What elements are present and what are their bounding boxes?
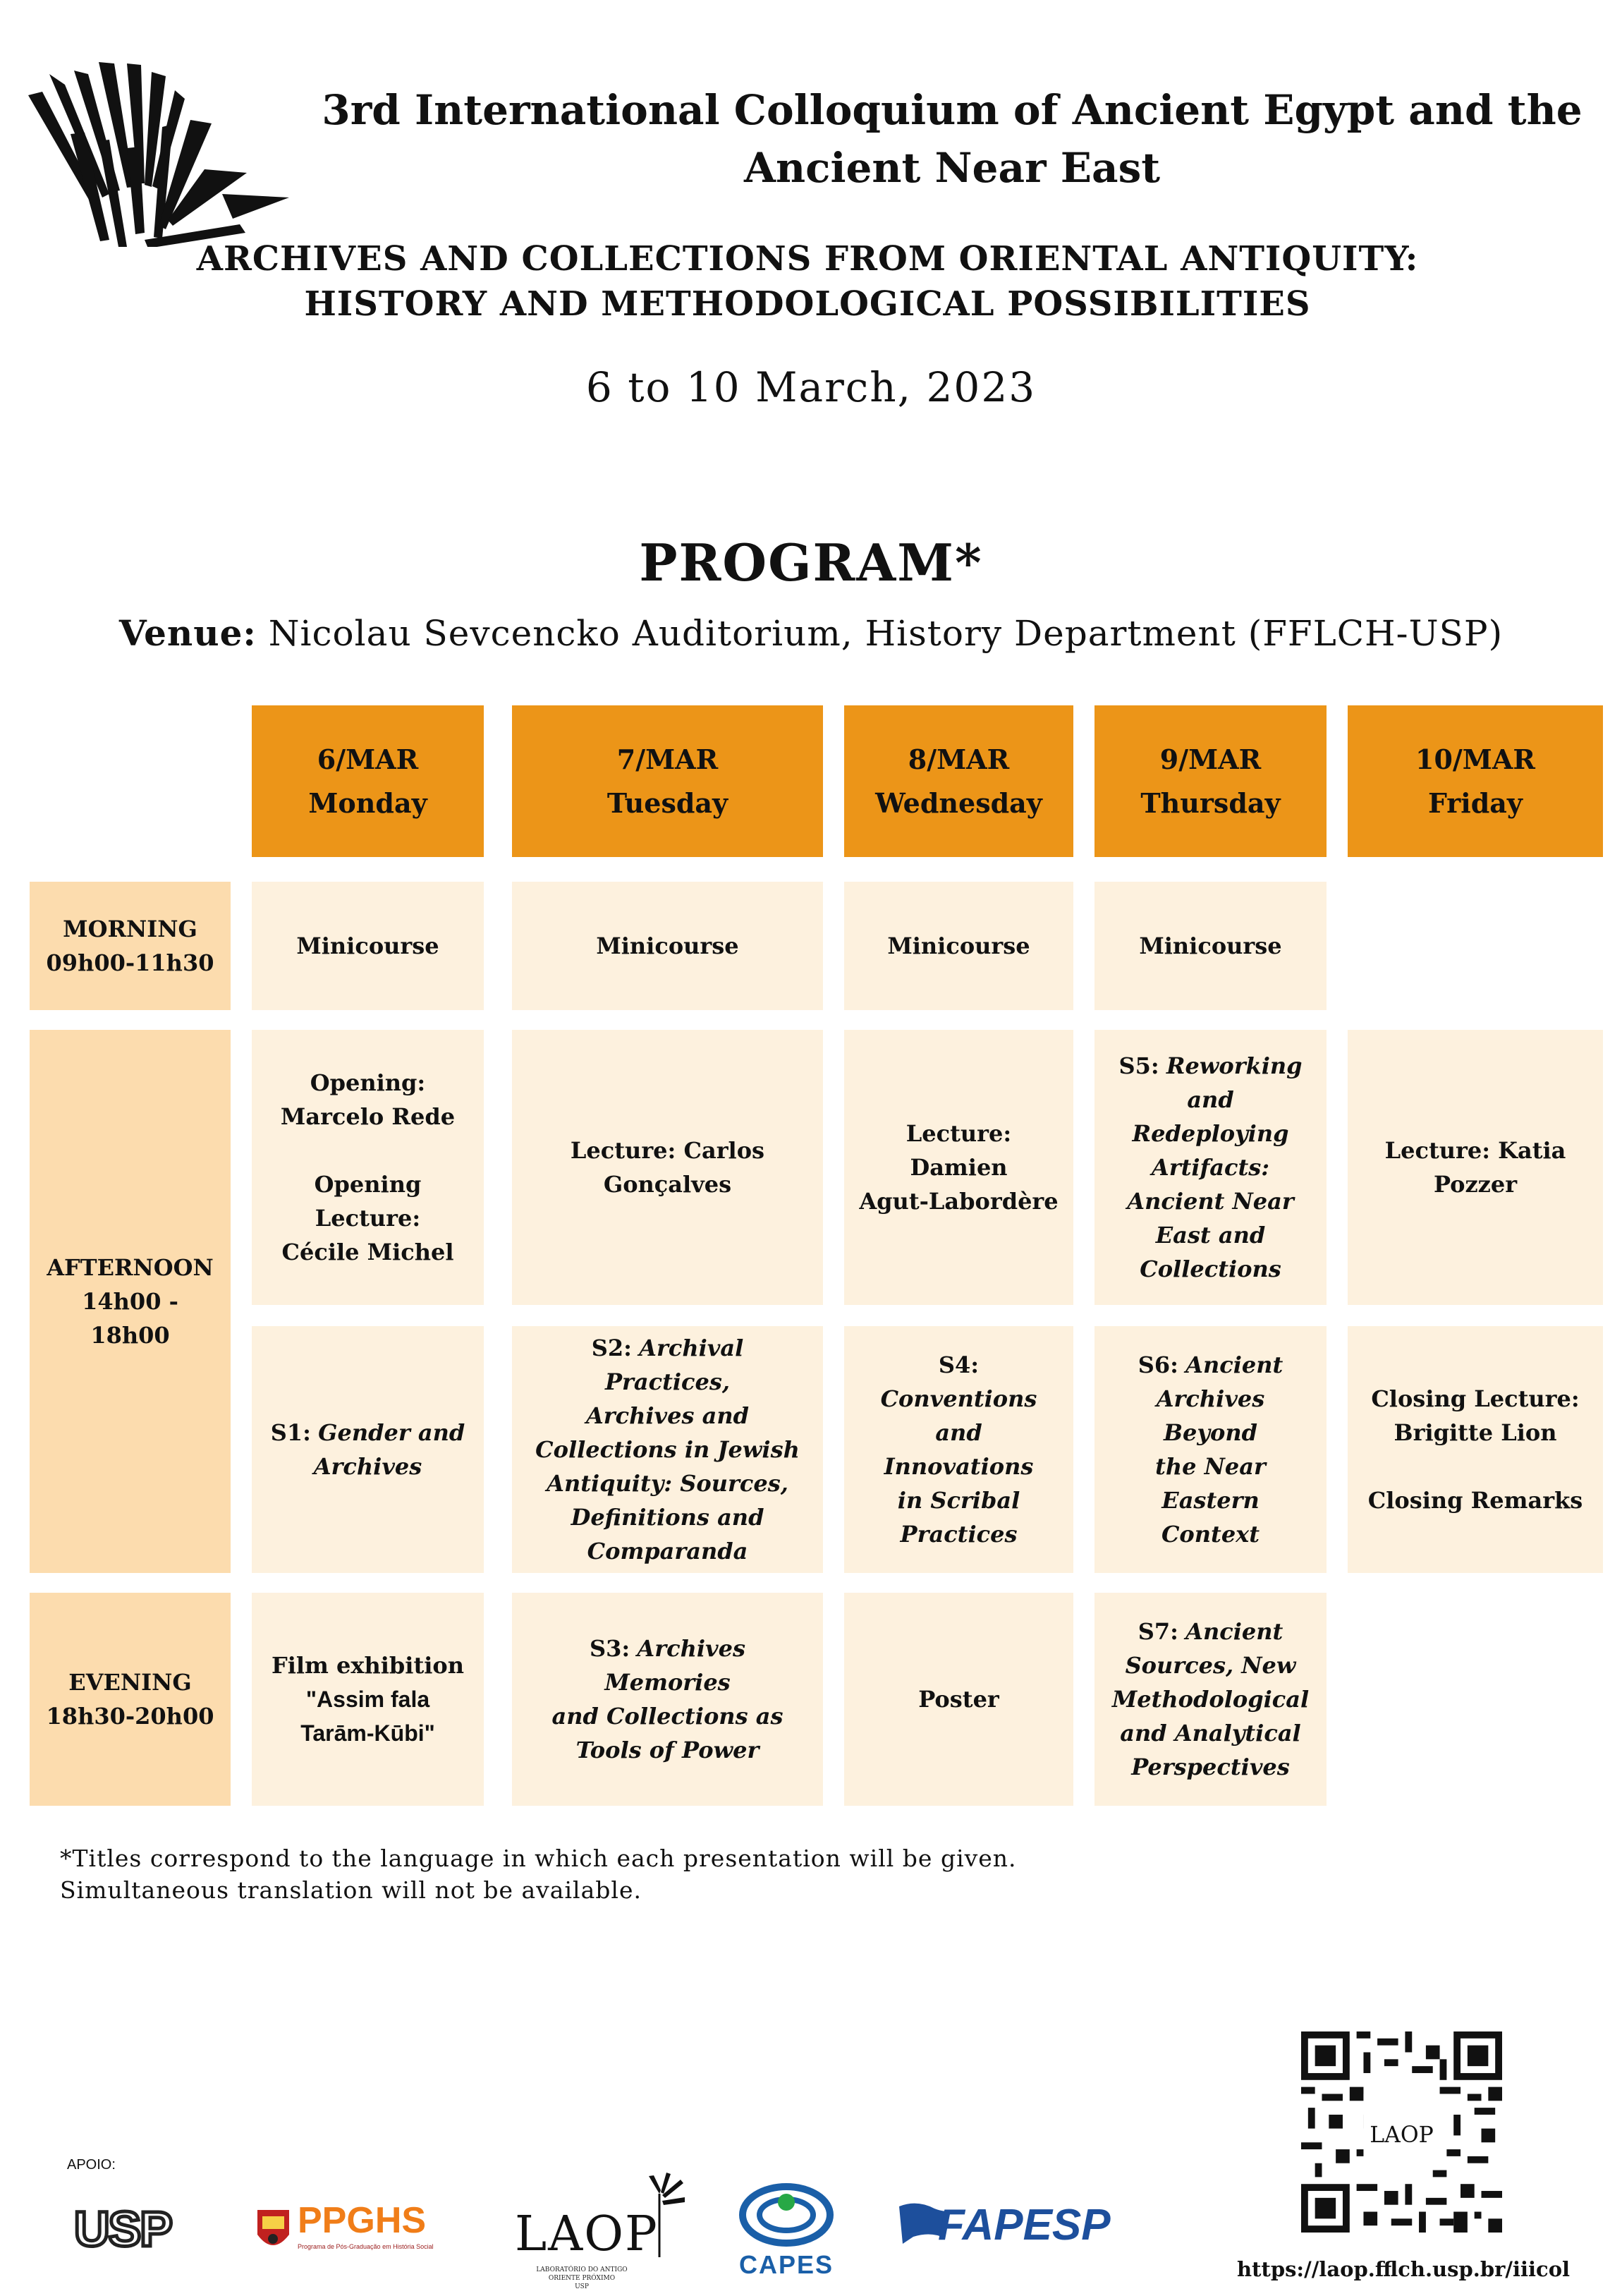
session-title-part: Ancient Near bbox=[1127, 1188, 1294, 1215]
conference-title-line1: 3rd International Colloquium of Ancient Egypt and the bbox=[322, 86, 1583, 134]
session-code: S2: bbox=[591, 1335, 632, 1361]
morning-wednesday bbox=[844, 882, 1073, 1010]
session-title-part: Perspectives bbox=[1131, 1754, 1290, 1780]
evening-wednesday bbox=[844, 1593, 1073, 1806]
morning-tuesday bbox=[512, 882, 823, 1010]
period-name: EVENING bbox=[68, 1669, 192, 1696]
session-text: Minicourse bbox=[887, 933, 1030, 959]
day-header-monday bbox=[252, 705, 484, 857]
session-s1-line1 bbox=[271, 1416, 465, 1450]
session-title-part: and Innovations bbox=[884, 1419, 1034, 1480]
session-code: S6: bbox=[1138, 1352, 1178, 1378]
day-header-friday bbox=[1348, 705, 1603, 857]
period-name: AFTERNOON bbox=[47, 1254, 214, 1281]
period-evening bbox=[30, 1593, 231, 1806]
session-text: Poster bbox=[918, 1686, 999, 1713]
period-name: MORNING bbox=[63, 916, 197, 942]
session-title-part: Context bbox=[1161, 1521, 1260, 1548]
closing-remarks: Closing Remarks bbox=[1367, 1487, 1583, 1514]
session-title-part: Reworking bbox=[1166, 1052, 1303, 1079]
session-s4-line1 bbox=[858, 1348, 1059, 1416]
conference-title bbox=[282, 81, 1622, 197]
session-title-part: Sources, New bbox=[1125, 1652, 1296, 1679]
session-s6-line1 bbox=[1138, 1348, 1283, 1382]
morning-monday bbox=[252, 882, 484, 1010]
session-title-part: Ancient bbox=[1185, 1618, 1283, 1645]
session-text: Minicourse bbox=[1139, 933, 1282, 959]
fapesp-wordmark: FAPESP bbox=[938, 2201, 1111, 2249]
session-title-part: Archives Beyond bbox=[1156, 1385, 1265, 1446]
day-weekday: Friday bbox=[1427, 786, 1523, 819]
morning-thursday bbox=[1094, 882, 1327, 1010]
lecture-line2: Pozzer bbox=[1433, 1171, 1518, 1198]
evening-monday bbox=[252, 1593, 484, 1806]
session-title-part: East and bbox=[1155, 1222, 1266, 1249]
day-weekday: Monday bbox=[308, 786, 427, 819]
day-weekday: Tuesday bbox=[606, 786, 728, 819]
session-title-part: the Near Eastern bbox=[1155, 1453, 1266, 1514]
film-label: Film exhibition bbox=[272, 1652, 464, 1679]
session-s7-line1 bbox=[1138, 1615, 1283, 1648]
afternoon1-tuesday bbox=[512, 1030, 823, 1305]
session-title-part: Methodological bbox=[1111, 1686, 1310, 1713]
lecture-line1: Lecture: Katia bbox=[1384, 1137, 1566, 1164]
conference-dates: 6 to 10 March, 2023 bbox=[585, 363, 1037, 411]
ppghs-logo bbox=[254, 2199, 465, 2263]
session-title-part: Archives Memories bbox=[604, 1635, 745, 1696]
day-weekday: Wednesday bbox=[875, 786, 1042, 819]
session-title-part: Artifacts: bbox=[1151, 1154, 1270, 1181]
afternoon1-monday bbox=[252, 1030, 484, 1305]
closing-lecture-label: Closing Lecture: bbox=[1371, 1385, 1580, 1412]
session-title-part: Conventions bbox=[880, 1385, 1037, 1412]
subtitle-line1: ARCHIVES AND COLLECTIONS FROM ORIENTAL ANTIQUITY: bbox=[196, 239, 1419, 279]
day-date: 6/MAR bbox=[317, 743, 419, 775]
laop-subtitle-line3: USP bbox=[575, 2283, 589, 2290]
usp-wordmark: USP bbox=[74, 2201, 171, 2256]
session-code: S5: bbox=[1118, 1052, 1159, 1079]
day-date: 10/MAR bbox=[1415, 743, 1535, 775]
period-time: 09h00-11h30 bbox=[46, 949, 214, 976]
lecture-line2: Agut-Labordère bbox=[859, 1188, 1059, 1215]
ppghs-crest-icon bbox=[254, 2206, 293, 2256]
day-date: 7/MAR bbox=[616, 743, 719, 775]
period-time-end: 18h00 bbox=[90, 1322, 170, 1349]
afternoon2-tuesday bbox=[512, 1326, 823, 1573]
opening-label: Opening: bbox=[310, 1069, 426, 1096]
day-header-tuesday bbox=[512, 705, 823, 857]
laop-subtitle-line2: ORIENTE PRÓXIMO bbox=[548, 2275, 616, 2282]
session-title-part: Collections bbox=[1140, 1256, 1281, 1282]
ppghs-subtitle: Programa de Pós-Graduação em História Social bbox=[298, 2243, 434, 2250]
period-morning bbox=[30, 882, 231, 1010]
capes-logo bbox=[733, 2180, 839, 2285]
afternoon2-thursday bbox=[1094, 1326, 1327, 1573]
session-title-part: and Redeploying bbox=[1132, 1086, 1289, 1147]
afternoon1-friday bbox=[1348, 1030, 1603, 1305]
capes-wordmark: CAPES bbox=[738, 2250, 834, 2279]
opening-lecture-label: Opening Lecture: bbox=[314, 1171, 422, 1232]
evening-thursday bbox=[1094, 1593, 1327, 1806]
lecture-line1: Lecture: Damien bbox=[905, 1120, 1012, 1181]
session-s3-line1 bbox=[526, 1632, 809, 1699]
usp-logo bbox=[74, 2201, 194, 2257]
opening-lecture-speaker: Cécile Michel bbox=[281, 1239, 454, 1265]
session-title-part: Gender and bbox=[318, 1419, 465, 1446]
laop-subtitle-line1: LABORATÓRIO DO ANTIGO bbox=[536, 2266, 628, 2273]
session-title-part: Archives bbox=[313, 1453, 422, 1480]
session-title-part: in Scribal bbox=[897, 1487, 1020, 1514]
session-text: Minicourse bbox=[296, 933, 439, 959]
session-s5-line1 bbox=[1118, 1049, 1302, 1083]
day-header-thursday bbox=[1094, 705, 1327, 857]
ppghs-wordmark: PPGHS bbox=[298, 2200, 427, 2241]
lecture-line1: Lecture: Carlos bbox=[570, 1137, 765, 1164]
venue-value: Nicolau Sevcencko Auditorium, History Department (FFLCH-USP) bbox=[268, 613, 1504, 654]
afternoon1-thursday bbox=[1094, 1030, 1327, 1305]
fapesp-logo bbox=[896, 2197, 1114, 2261]
afternoon2-wednesday bbox=[844, 1326, 1073, 1573]
subtitle-line2: HISTORY AND METHODOLOGICAL POSSIBILITIES bbox=[304, 284, 1311, 324]
qr-center-label: LAOP bbox=[1370, 2122, 1434, 2149]
program-title: PROGRAM* bbox=[639, 533, 983, 593]
day-date: 9/MAR bbox=[1159, 743, 1262, 775]
film-title-part: "Assim fala bbox=[305, 1687, 430, 1712]
colloquium-url[interactable]: https://laop.fflch.usp.br/iiicol bbox=[1236, 2257, 1571, 2281]
apoio-label: APOIO: bbox=[67, 2157, 116, 2173]
evening-tuesday bbox=[512, 1593, 823, 1806]
footnote-line2: Simultaneous translation will not be available. bbox=[60, 1876, 642, 1904]
session-code: S4: bbox=[938, 1352, 980, 1378]
session-title-part: Comparanda bbox=[587, 1538, 748, 1565]
session-s2-line1 bbox=[526, 1331, 809, 1399]
day-header-wednesday bbox=[844, 705, 1073, 857]
laop-subtitle bbox=[511, 2266, 652, 2291]
session-title-part: and Analytical bbox=[1120, 1720, 1301, 1747]
afternoon2-friday bbox=[1348, 1326, 1603, 1573]
session-text: Minicourse bbox=[596, 933, 739, 959]
footnote-line1: *Titles correspond to the language in which each presentation will be given. bbox=[60, 1845, 1017, 1872]
conference-title-line2: Ancient Near East bbox=[743, 144, 1161, 192]
afternoon2-monday bbox=[252, 1326, 484, 1573]
venue-label: Venue: bbox=[118, 612, 257, 654]
venue-line bbox=[0, 612, 1622, 654]
film-title-part: Tarām-Kūbi" bbox=[300, 1720, 435, 1746]
session-title-part: Archival Practices, bbox=[604, 1335, 744, 1395]
session-code: S3: bbox=[590, 1635, 630, 1662]
session-title-part: Definitions and bbox=[571, 1504, 764, 1531]
session-title-part: Ancient bbox=[1185, 1352, 1283, 1378]
period-afternoon bbox=[30, 1030, 231, 1573]
period-time: 18h30-20h00 bbox=[46, 1703, 214, 1730]
day-weekday: Thursday bbox=[1140, 786, 1281, 819]
laop-logo bbox=[511, 2173, 688, 2292]
capes-emblem-icon bbox=[737, 2180, 836, 2250]
laop-wordmark: LAOP bbox=[515, 2206, 659, 2262]
qr-code-icon[interactable] bbox=[1301, 2031, 1502, 2233]
lecture-line2: Gonçalves bbox=[603, 1171, 732, 1198]
closing-lecture-speaker: Brigitte Lion bbox=[1394, 1419, 1557, 1446]
day-date: 8/MAR bbox=[908, 743, 1010, 775]
period-time-start: 14h00 - bbox=[82, 1288, 178, 1315]
session-title-part: Practices bbox=[900, 1521, 1018, 1548]
conference-subtitle bbox=[106, 236, 1509, 327]
session-title-part: and Collections as bbox=[551, 1703, 783, 1730]
session-title-part: Archives and bbox=[585, 1402, 750, 1429]
session-title-part: Antiquity: Sources, bbox=[547, 1470, 788, 1497]
session-title-part: Tools of Power bbox=[575, 1737, 760, 1763]
session-title-part: Collections in Jewish bbox=[535, 1436, 800, 1463]
session-code: S7: bbox=[1138, 1618, 1178, 1645]
footnote bbox=[60, 1842, 1017, 1906]
session-code: S1: bbox=[270, 1419, 311, 1446]
afternoon1-wednesday bbox=[844, 1030, 1073, 1305]
opening-speaker: Marcelo Rede bbox=[280, 1103, 456, 1130]
